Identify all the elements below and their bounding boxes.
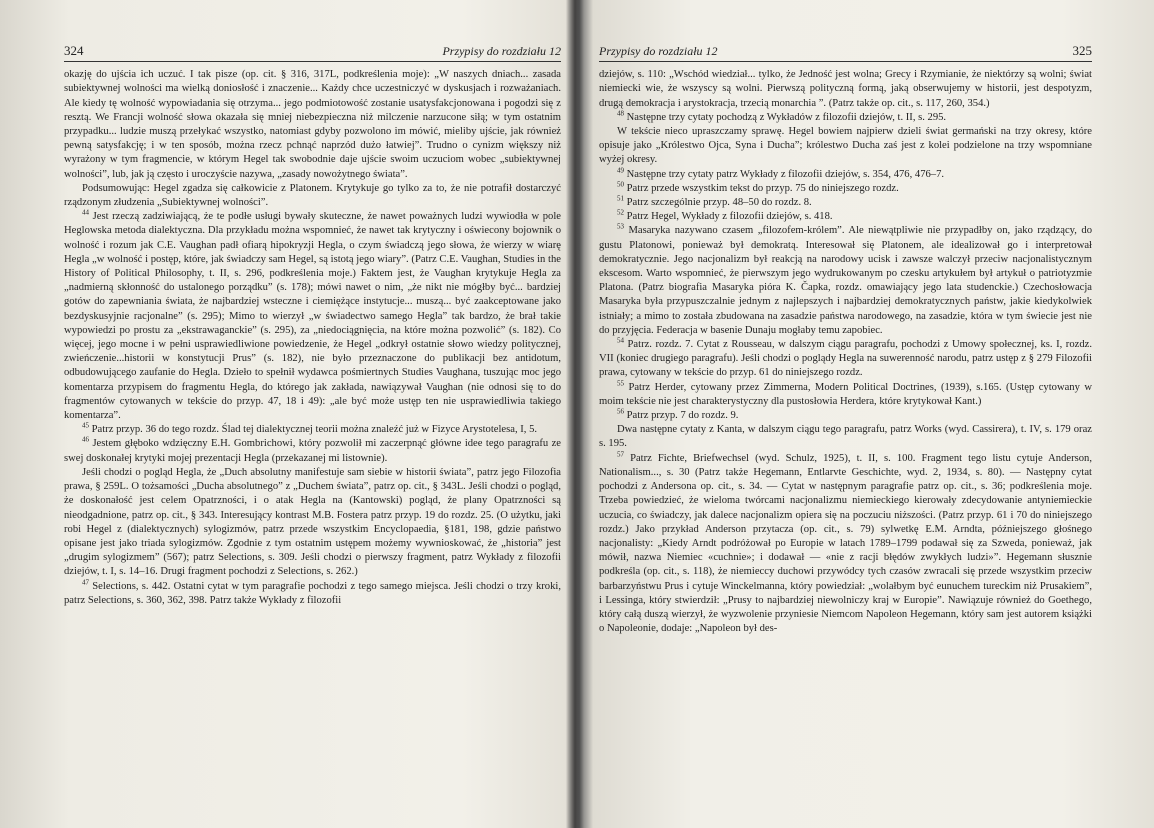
footnote-text: Podsumowując: Hegel zgadza się całkowicie z Platonem. Krytykuje go tylko za to, że nie potrafił dostarczyć rządzonym złudzenia „Subiektywnej wolności”.: [64, 182, 561, 209]
footnote-text: Selections, s. 442. Ostatni cytat w tym paragrafie pochodzi z tego samego miejsca. Jeśli chodzi o trzy kroki, patrz Selections, s. 360, 362, 398. Patrz także Wykłady z filozofii: [64, 580, 561, 606]
footnote-number: 56: [617, 407, 624, 416]
footnote-paragraph: [599, 168, 1092, 182]
footnote-paragraph: [64, 68, 561, 182]
footnote-paragraph: [64, 437, 561, 465]
footnote-text: dziejów, s. 110: „Wschód wiedział... tylko, że Jedność jest wolna; Grecy i Rzymianie, że niektórzy są wolni; świat niemiecki wie, że wszyscy są wolni. Pierwszą polityczną formą, jaką obserwujemy w historii, jest despotyzm, drugą demokracja i arystokracja, trzecią monarchia ”. (Patrz także op. cit., s. 117, 260, 354.): [599, 69, 1092, 109]
footnote-paragraph: [599, 381, 1092, 409]
left-page: [0, 0, 575, 828]
left-page-number: 324: [64, 43, 84, 58]
footnote-text: Patrz przede wszystkim tekst do przyp. 75 do niniejszego rozdz.: [624, 182, 899, 194]
footnote-paragraph: [599, 338, 1092, 381]
footnote-paragraph: [599, 196, 1092, 210]
footnote-text: Patrz przyp. 36 do tego rozdz. Ślad tej dialektycznej teorii można znaleźć już w Fizyce Arystotelesa, I, 5.: [89, 424, 538, 436]
footnote-number: 44: [82, 208, 89, 217]
left-page-header: [64, 44, 561, 62]
footnote-number: 55: [617, 379, 624, 388]
footnote-number: 57: [617, 450, 624, 459]
footnote-text: Następne trzy cytaty pochodzą z Wykładów z filozofii dziejów, t. II, s. 295.: [624, 111, 947, 123]
footnote-paragraph: [64, 466, 561, 580]
right-page-number: 325: [1072, 43, 1092, 58]
footnote-paragraph: [599, 182, 1092, 196]
footnote-text: Jest rzeczą zadziwiającą, że te podłe usługi bywały skuteczne, że nawet poważnych ludzi wywiodła w pole Heglowska metoda dialektyczna. Dla przykładu można wspomnieć, że nawet tak krytyczny i oświecony bojownik o wolność i rozum jak C.E. Vaughan padł ofiarą hipokryzji Hegla, o czym świadczą jego słowa, że wierzy w wiarę Hegla „w wolność i postęp, które, jak świadczy sam Hegel, są istotą jego wiary”. (Patrz C.E. Vaughan, Studies in the History of Political Philosophy, t. II, s. 296, podkreślenia moje.) Faktem jest, że Vaughan krytykuje Hegla za „nadmierną skłonność do ustalonego porządku” (s. 178); mówi nawet o nim, „że nikt nie mógłby być... bardziej gotów do zapewniania świata, że najbardziej wsteczne i ciemiężące instytucje... muszą... być zaakceptowane jako bezdyskusyjnie racjonalne” (s. 295); Mimo to wierzył „w świadectwo samego Hegla” tak bardzo, że brał takie wypowiedzi po prostu za „ekstrawaganckie” (s. 295), za „niedociągnięcia, na które można pozwolić” (s. 182). Co więcej, jego mocne i w pełni usprawiedliwione powiedzenie, że Hegel „odkrył ostatnie słowo wiedzy politycznej, zwieńczenie...historii w konstytucji Prus” (s. 182), nie było przeznaczone do publikacji bez antidotum, odbudowującego zaufanie do Hegla. Dzieło to spełnił wydawca pośmiertnych Studies Vaughana, tuszując moc jego komentarza przypisem do fragmentu Hegla, do którego jak zakłada, nawiązywał Vaughan (nie odnosi się to do fragmentów cytowanych w tekście do przyp. 47, 18 i 49): „ale być może ustęp ten nie usprawiedliwia takiego komentarza”.: [64, 211, 561, 422]
right-page-header: [599, 44, 1092, 62]
footnote-text: Dwa następne cytaty z Kanta, w dalszym ciągu tego paragrafu, patrz Works (wyd. Cassirera), t. IV, s. 179 oraz s. 195.: [599, 424, 1092, 450]
footnote-paragraph: [599, 423, 1092, 451]
footnote-text: Patrz przyp. 7 do rozdz. 9.: [624, 410, 739, 422]
footnote-paragraph: [64, 577, 561, 608]
footnote-number: 54: [617, 336, 624, 345]
footnote-paragraph: [599, 452, 1092, 637]
footnote-number: 46: [82, 435, 89, 444]
footnote-text: okazję do ujścia ich uczuć. I tak pisze (op. cit. § 316, 317L, podkreślenia moje): „W naszych dniach... zasada subiektywnej wolności ma wielką doniosłość i znaczenie... Każdy chce uczestniczyć w dyskusjach i rozważaniach. Ale kiedy tę wolność wypowiadania się otrzyma... jego podmiotowość zostanie usatysfakcjonowana i pogodzi się z resztą. We Francji wolność słowa okazała się mniej niebezpieczna niż milczenie narzucone siłą; w tym ostatnim przypadku... ludzie muszą przełykać wszystko, natomiast gdyby pozwolono im mówić, mieliby ujście, jak również pewną satysfakcję; i w ten sposób, można rzecz pchnąć naprzód dużo łatwiej”. Trudno o cynizm większy niż wyrażony w tym fragmencie, w którym Hegel tak swobodnie daje ujście swoim uczuciom wobec „subiektywnej wolności”, lub, jak ją często i uroczyście nazywa, „zasady nowożytnego świata”.: [64, 69, 561, 180]
footnote-paragraph: [599, 125, 1092, 168]
footnote-number: 49: [617, 166, 624, 175]
footnote-paragraph: [599, 409, 1092, 423]
footnote-number: 50: [617, 180, 624, 189]
footnote-number: 47: [82, 577, 89, 586]
footnote-number: 48: [617, 109, 624, 118]
footnote-number: 53: [617, 222, 624, 231]
right-page-body: [599, 68, 1092, 636]
footnote-text: Jeśli chodzi o pogląd Hegla, że „Duch absolutny manifestuje sam siebie w historii świata”, patrz jego Filozofia prawa, § 259L. O tożsamości „Ducha absolutnego” z „Duchem świata”, patrz op. cit., § 343L. Jeśli chodzi o pogląd, że doskonałość jest celem Opatrzności, i o atak Hegla na (Kantowski) pogląd, że plany Opatrzności są nieodgadnione, patrz op. cit., § 343. Interesujący kontrast M.B. Fostera patrz przyp. 19 do rozdz. 25. (O użytku, jaki robi Hegel z (dialektycznych) sylogizmów, patrz przede wszystkim Encyclopaedia, §181, 198, gdzie państwo opisane jest jako triada sylogizmów. Zgodnie z tym ostatnim ustępem możemy wywnioskować, że „historia” jest „drugim sylogizmem” (567); patrz Selections, s. 309. Jeśli chodzi o pierwszy fragment, patrz Wykłady z filozofii dziejów, t. I, s. 14–16. Drugi fragment pochodzi z Selections, s. 262.): [64, 466, 561, 578]
footnote-number: 51: [617, 194, 624, 203]
footnote-number: 52: [617, 208, 624, 217]
footnote-paragraph: [64, 182, 561, 210]
footnote-number: 45: [82, 421, 89, 430]
footnote-text: Patrz Fichte, Briefwechsel (wyd. Schulz, 1925), t. II, s. 100. Fragment tego listu cytuje Anderson, Nationalism..., s. 30 (Patrz także Hegemann, Entlarvte Geschichte, wyd. 2, 1934, s. 80). — Następny cytat pochodzi z Andersona op. cit., s. 34. — Cytat w następnym paragrafie patrz op. cit., s. 36; podkreślenia moje. Trzeba powiedzieć, że wieloma twórcami nacjonalizmu niemieckiego kierowały zdecydowanie antyniemieckie uczucia, co świadczy, jak dalece nacjonalizm opiera się na poczuciu niższości. (Patrz przyp. 61 i 70 do niniejszego rozdz.) Jako przykład Anderson przytacza (op. cit., s. 79) sylwetkę E.M. Arndta, późniejszego głośnego nacjonalisty: „Kiedy Arndt podróżował po Europie w latach 1789–1799 podawał się za Szweda, ponieważ, jak mówił, nazwa Niemiec «cuchnie»; i dodawał — «nie z racji błędów zwykłych ludzi»”. Hegemann słusznie podkreśla (op. cit., s. 118), że niemieccy duchowi przywódcy tych czasów zwracali się przede wszystkim przeciw barbarzyństwu Prus i cytuje Winckelmanna, który powiedział: „wolałbym być eunuchem tureckim niż Prusakiem”, i Lessinga, który stwierdził: „Prusy to najbardziej niewolniczy kraj w Europie”. Nawiązuje również do Goethego, który całą duszą wierzył, że wyzwolenie przyniesie Niemcom Napoleon Hegemann, który sam jest autorem książki o Napoleonie, dodaje: „Napoleon był des-: [599, 452, 1092, 635]
footnote-text: Patrz. rozdz. 7. Cytat z Rousseau, w dalszym ciągu paragrafu, pochodzi z Umowy społecznej, ks. I, rozdz. VII (koniec drugiego paragrafu). Jeśli chodzi o poglądy Hegla na suwerenność narodu, patrz ustęp z § 279 Filozofii prawa, cytowany w tekście do przyp. 61 do niniejszego rozdz.: [599, 339, 1092, 379]
right-page: [581, 0, 1154, 828]
left-page-body: [64, 68, 561, 608]
footnote-paragraph: [64, 423, 561, 437]
footnote-text: Masaryka nazywano czasem „filozofem-królem”. Ale niewątpliwie nie przypadłby on, jako rządzący, do gustu Platonowi, ponieważ był demokratą. Interesował się Platonem, ale idealizował go i interpretował demokratycznie. Jego nacjonalizm był reakcją na narodowy ucisk i zawsze walczył przeciw nacjonalistycznym ekscesom. Warto wspomnieć, że pierwszym jego wydrukowanym po czesku artykułem był artykuł o patriotyzmie Platona. (Patrz biografia Masaryka pióra K. Čapka, rozdz. omawiający jego lata studenckie.) Czechosłowacja Masaryka była przypuszczalnie jednym z najlepszych i najbardziej demokratycznych państw, jakie kiedykolwiek istniały; a mimo to została zbudowana na zasadzie państwa narodowego, na zasadzie, która w tym świecie jest nie do przyjęcia. Federacja w basenie Dunaju mogłaby temu zapobiec.: [599, 225, 1092, 336]
footnote-text: Patrz Hegel, Wykłady z filozofii dziejów, s. 418.: [624, 211, 833, 223]
footnote-text: W tekście nieco upraszczamy sprawę. Hegel bowiem najpierw dzieli świat germański na trzy okresy, które opisuje jako „Królestwo Ojca, Syna i Ducha”; królestwo Ducha zaś jest z kolei podzielone na trzy wspomniane wyżej okresy.: [599, 126, 1092, 166]
footnote-text: Patrz Herder, cytowany przez Zimmerna, Modern Political Doctrines, (1939), s.165. (Ustęp cytowany w moim tekście nie jest charakterystyczny dla pustosłowia Herdera, które krytykował Kant.): [599, 381, 1092, 407]
footnote-paragraph: [64, 210, 561, 423]
footnote-paragraph: [599, 210, 1092, 224]
footnote-text: Jestem głęboko wdzięczny E.H. Gombrichowi, który pozwolił mi zaczerpnąć główne idee tego paragrafu ze swej doskonałej krytyki mojej prezentacji Hegla (przekazanej mi listownie).: [64, 438, 561, 464]
left-running-title: Przypisy do rozdziału 12: [442, 44, 561, 58]
footnote-text: Patrz szczególnie przyp. 48–50 do rozdz. 8.: [624, 197, 812, 209]
footnote-text: Następne trzy cytaty patrz Wykłady z filozofii dziejów, s. 354, 476, 476–7.: [624, 168, 945, 180]
footnote-paragraph: [599, 111, 1092, 125]
footnote-paragraph: [599, 224, 1092, 338]
right-running-title: Przypisy do rozdziału 12: [599, 44, 718, 58]
footnote-paragraph: [599, 68, 1092, 111]
